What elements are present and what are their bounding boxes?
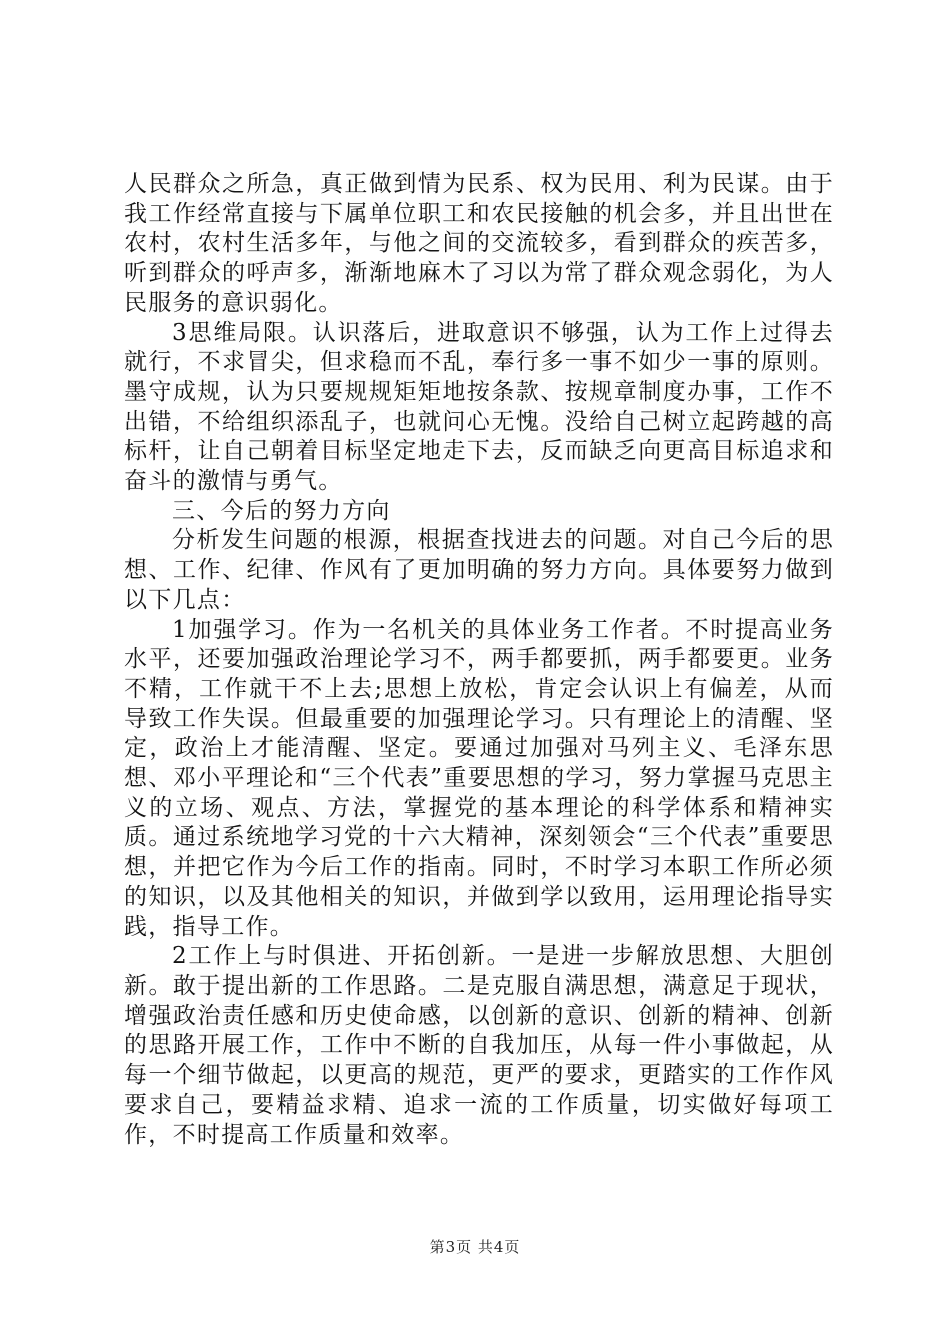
- document-body: [124, 170, 834, 1150]
- paragraph-analysis: 分析发生问题的根源，根据查找进去的问题。对自己今后的思想、工作、纪律、作风有了更加明确的努力方向。具体要努力做到以下几点：: [124, 527, 834, 613]
- paragraph-strengthen-study: 1加强学习。作为一名机关的具体业务工作者。不时提高业务水平，还要加强政治理论学习不，两手都要抓，两手都要更。业务不精，工作就干不上去;思想上放松，肯定会认识上有偏差，从而导致工作失误。但最重要的加强理论学习。只有理论上的清醒、坚定，政治上才能清醒、坚定。要通过加强对马列主义、毛泽东思想、邓小平理论和“三个代表”重要思想的学习，努力掌握马克思主义的立场、观点、方法，掌握党的基本理论的科学体系和精神实质。通过系统地学习党的十六大精神，深刻领会“三个代表”重要思想，并把它作为今后工作的指南。同时，不时学习本职工作所必须的知识，以及其他相关的知识，并做到学以致用，运用理论指导实践，指导工作。: [124, 616, 834, 940]
- paragraph-continuation: 人民群众之所急，真正做到情为民系、权为民用、利为民谋。由于我工作经常直接与下属单位职工和农民接触的机会多，并且出世在农村，农村生活多年，与他之间的交流较多，看到群众的疾苦多，听到群众的呼声多，渐渐地麻木了习以为常了群众观念弱化，为人民服务的意识弱化。: [124, 171, 834, 316]
- paragraph-thinking-limits: 3思维局限。认识落后，进取意识不够强，认为工作上过得去就行，不求冒尖，但求稳而不乱，奉行多一事不如少一事的原则。墨守成规，认为只要规规矩矩地按条款、按规章制度办事，工作不出错，不给组织添乱子，也就问心无愧。没给自己树立起跨越的高标杆，让自己朝着目标坚定地走下去，反而缺乏向更高目标追求和奋斗的激情与勇气。: [124, 319, 834, 495]
- paragraph-innovation: 2工作上与时俱进、开拓创新。一是进一步解放思想、大胆创新。敢于提出新的工作思路。二是克服自满思想，满意足于现状，增强政治责任感和历史使命感，以创新的意识、创新的精神、创新的思路开展工作，工作中不断的自我加压，从每一件小事做起，从每一个细节做起，以更高的规范，更严的要求，更踏实的工作作风要求自己，要精益求精、追求一流的工作质量，切实做好每项工作，不时提高工作质量和效率。: [124, 943, 834, 1148]
- page-footer: 第3页 共4页: [429, 1238, 521, 1256]
- section-heading-future-direction: 三、今后的努力方向: [172, 497, 391, 524]
